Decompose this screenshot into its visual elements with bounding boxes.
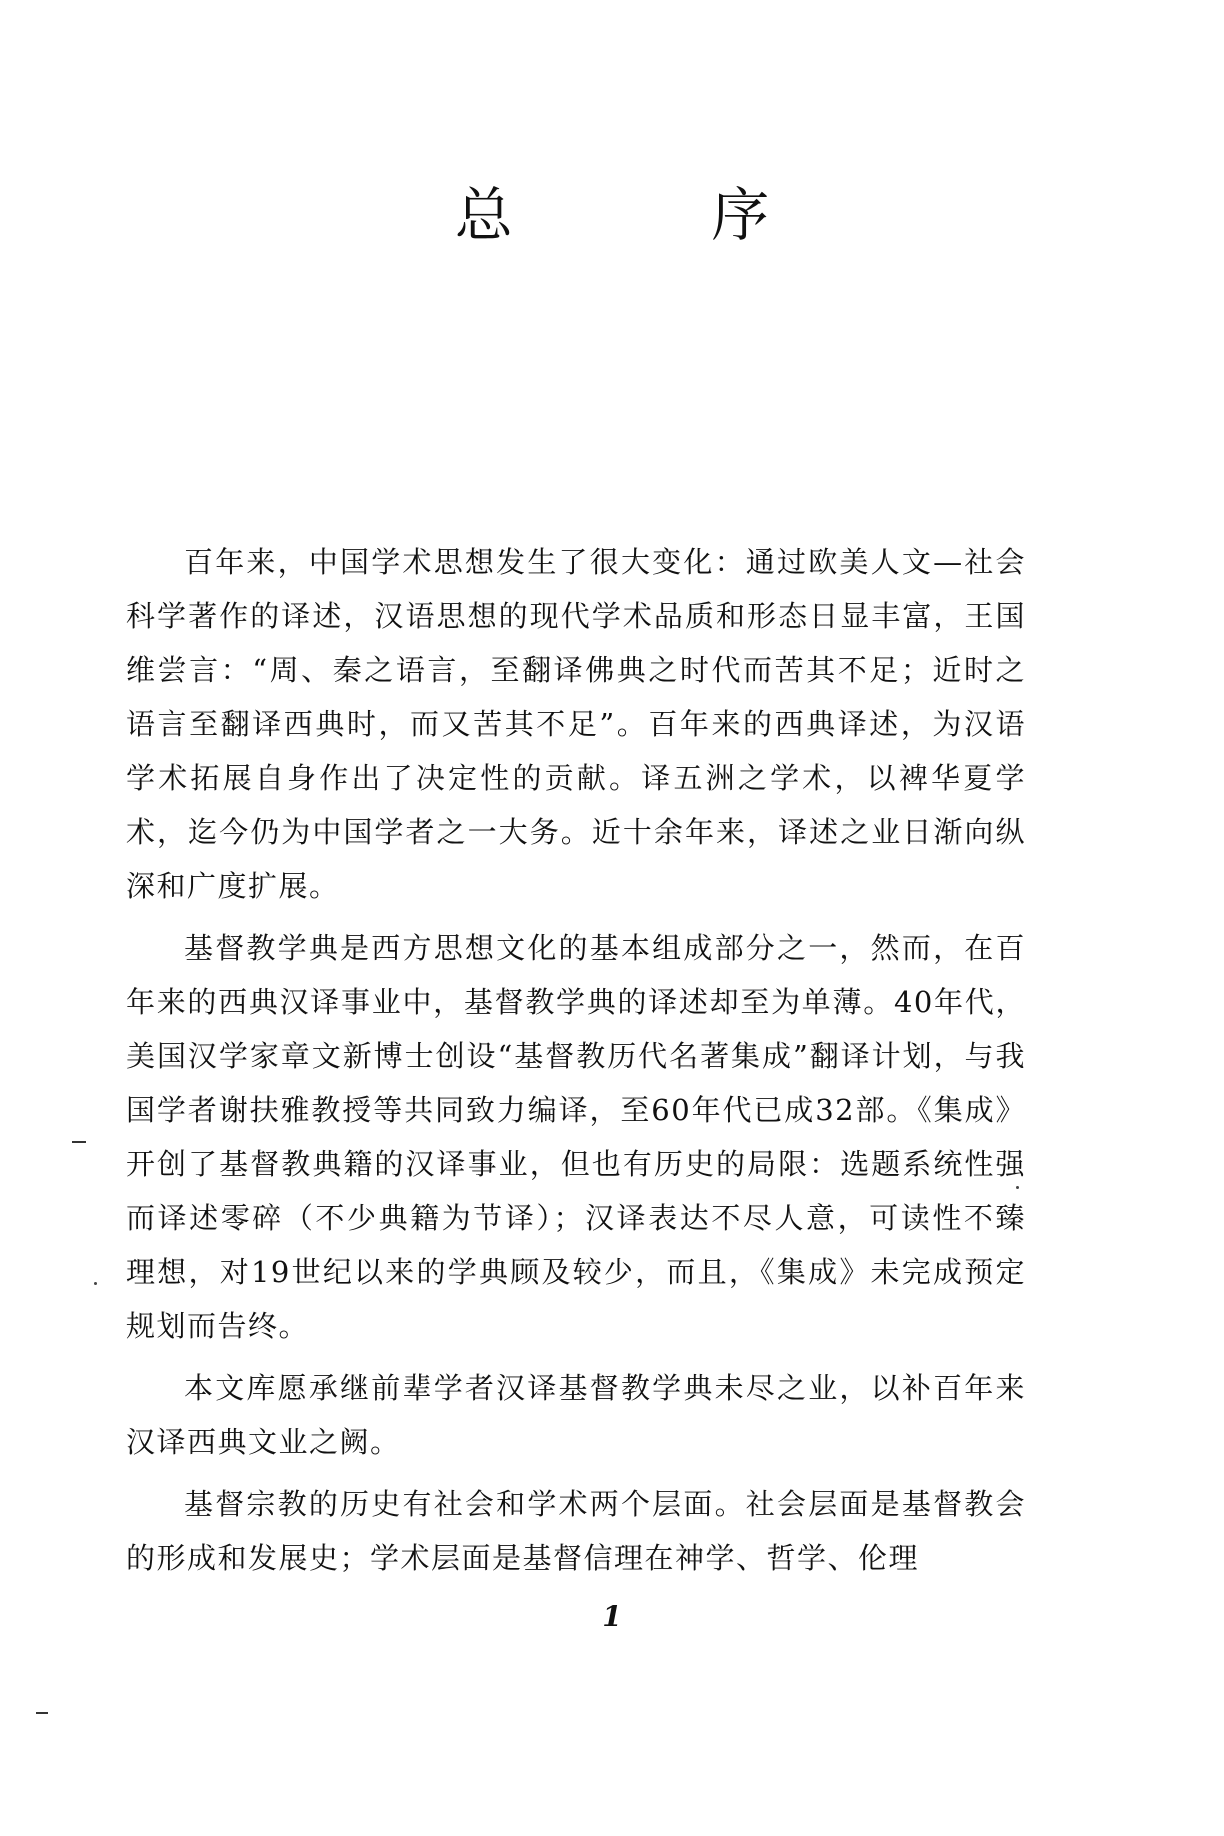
- paragraph-2: 基督教学典是西方思想文化的基本组成部分之一，然而，在百年来的西典汉译事业中，基督教学典的译述却至为单薄。40年代，美国汉学家章文新博士创设“基督教历代名著集成”翻译计划，与我国学者谢扶雅教授等共同致力编译，至60年代已成32部。《集成》开创了基督教典籍的汉译事业，但也有历史的局限：选题系统性强而译述零碎（不少典籍为节译）；汉译表达不尽人意，可读性不臻理想，对19世纪以来的学典顾及较少，而且，《集成》未完成预定规划而告终。: [126, 931, 1026, 1343]
- paragraph-1: 百年来，中国学术思想发生了很大变化：通过欧美人文—社会科学著作的译述，汉语思想的现代学术品质和形态日显丰富，王国维尝言：“周、秦之语言，至翻译佛典之时代而苦其不足；近时之语言至翻译西典时，而又苦其不足”。百年来的西典译述，为汉语学术拓展自身作出了决定性的贡献。译五洲之学术，以裨华夏学术，迄今仍为中国学者之一大务。近十余年来，译述之业日渐向纵深和广度扩展。: [126, 545, 1026, 903]
- body-text: [126, 535, 1026, 1593]
- page-title: 总 序: [454, 181, 860, 249]
- scan-artifact-mark: [36, 1712, 48, 1714]
- scan-artifact-mark: [72, 1141, 86, 1143]
- paragraph-3: 本文库愿承继前辈学者汉译基督教学典未尽之业，以补百年来汉译西典文业之阙。: [126, 1371, 1026, 1459]
- paragraph-4: 基督宗教的历史有社会和学术两个层面。社会层面是基督教会的形成和发展史；学术层面是基督信理在神学、哲学、伦理: [126, 1487, 1026, 1575]
- page-number: 1: [602, 1600, 622, 1633]
- scan-artifact-dot: [94, 1282, 97, 1285]
- scan-artifact-dot: [1016, 1186, 1019, 1189]
